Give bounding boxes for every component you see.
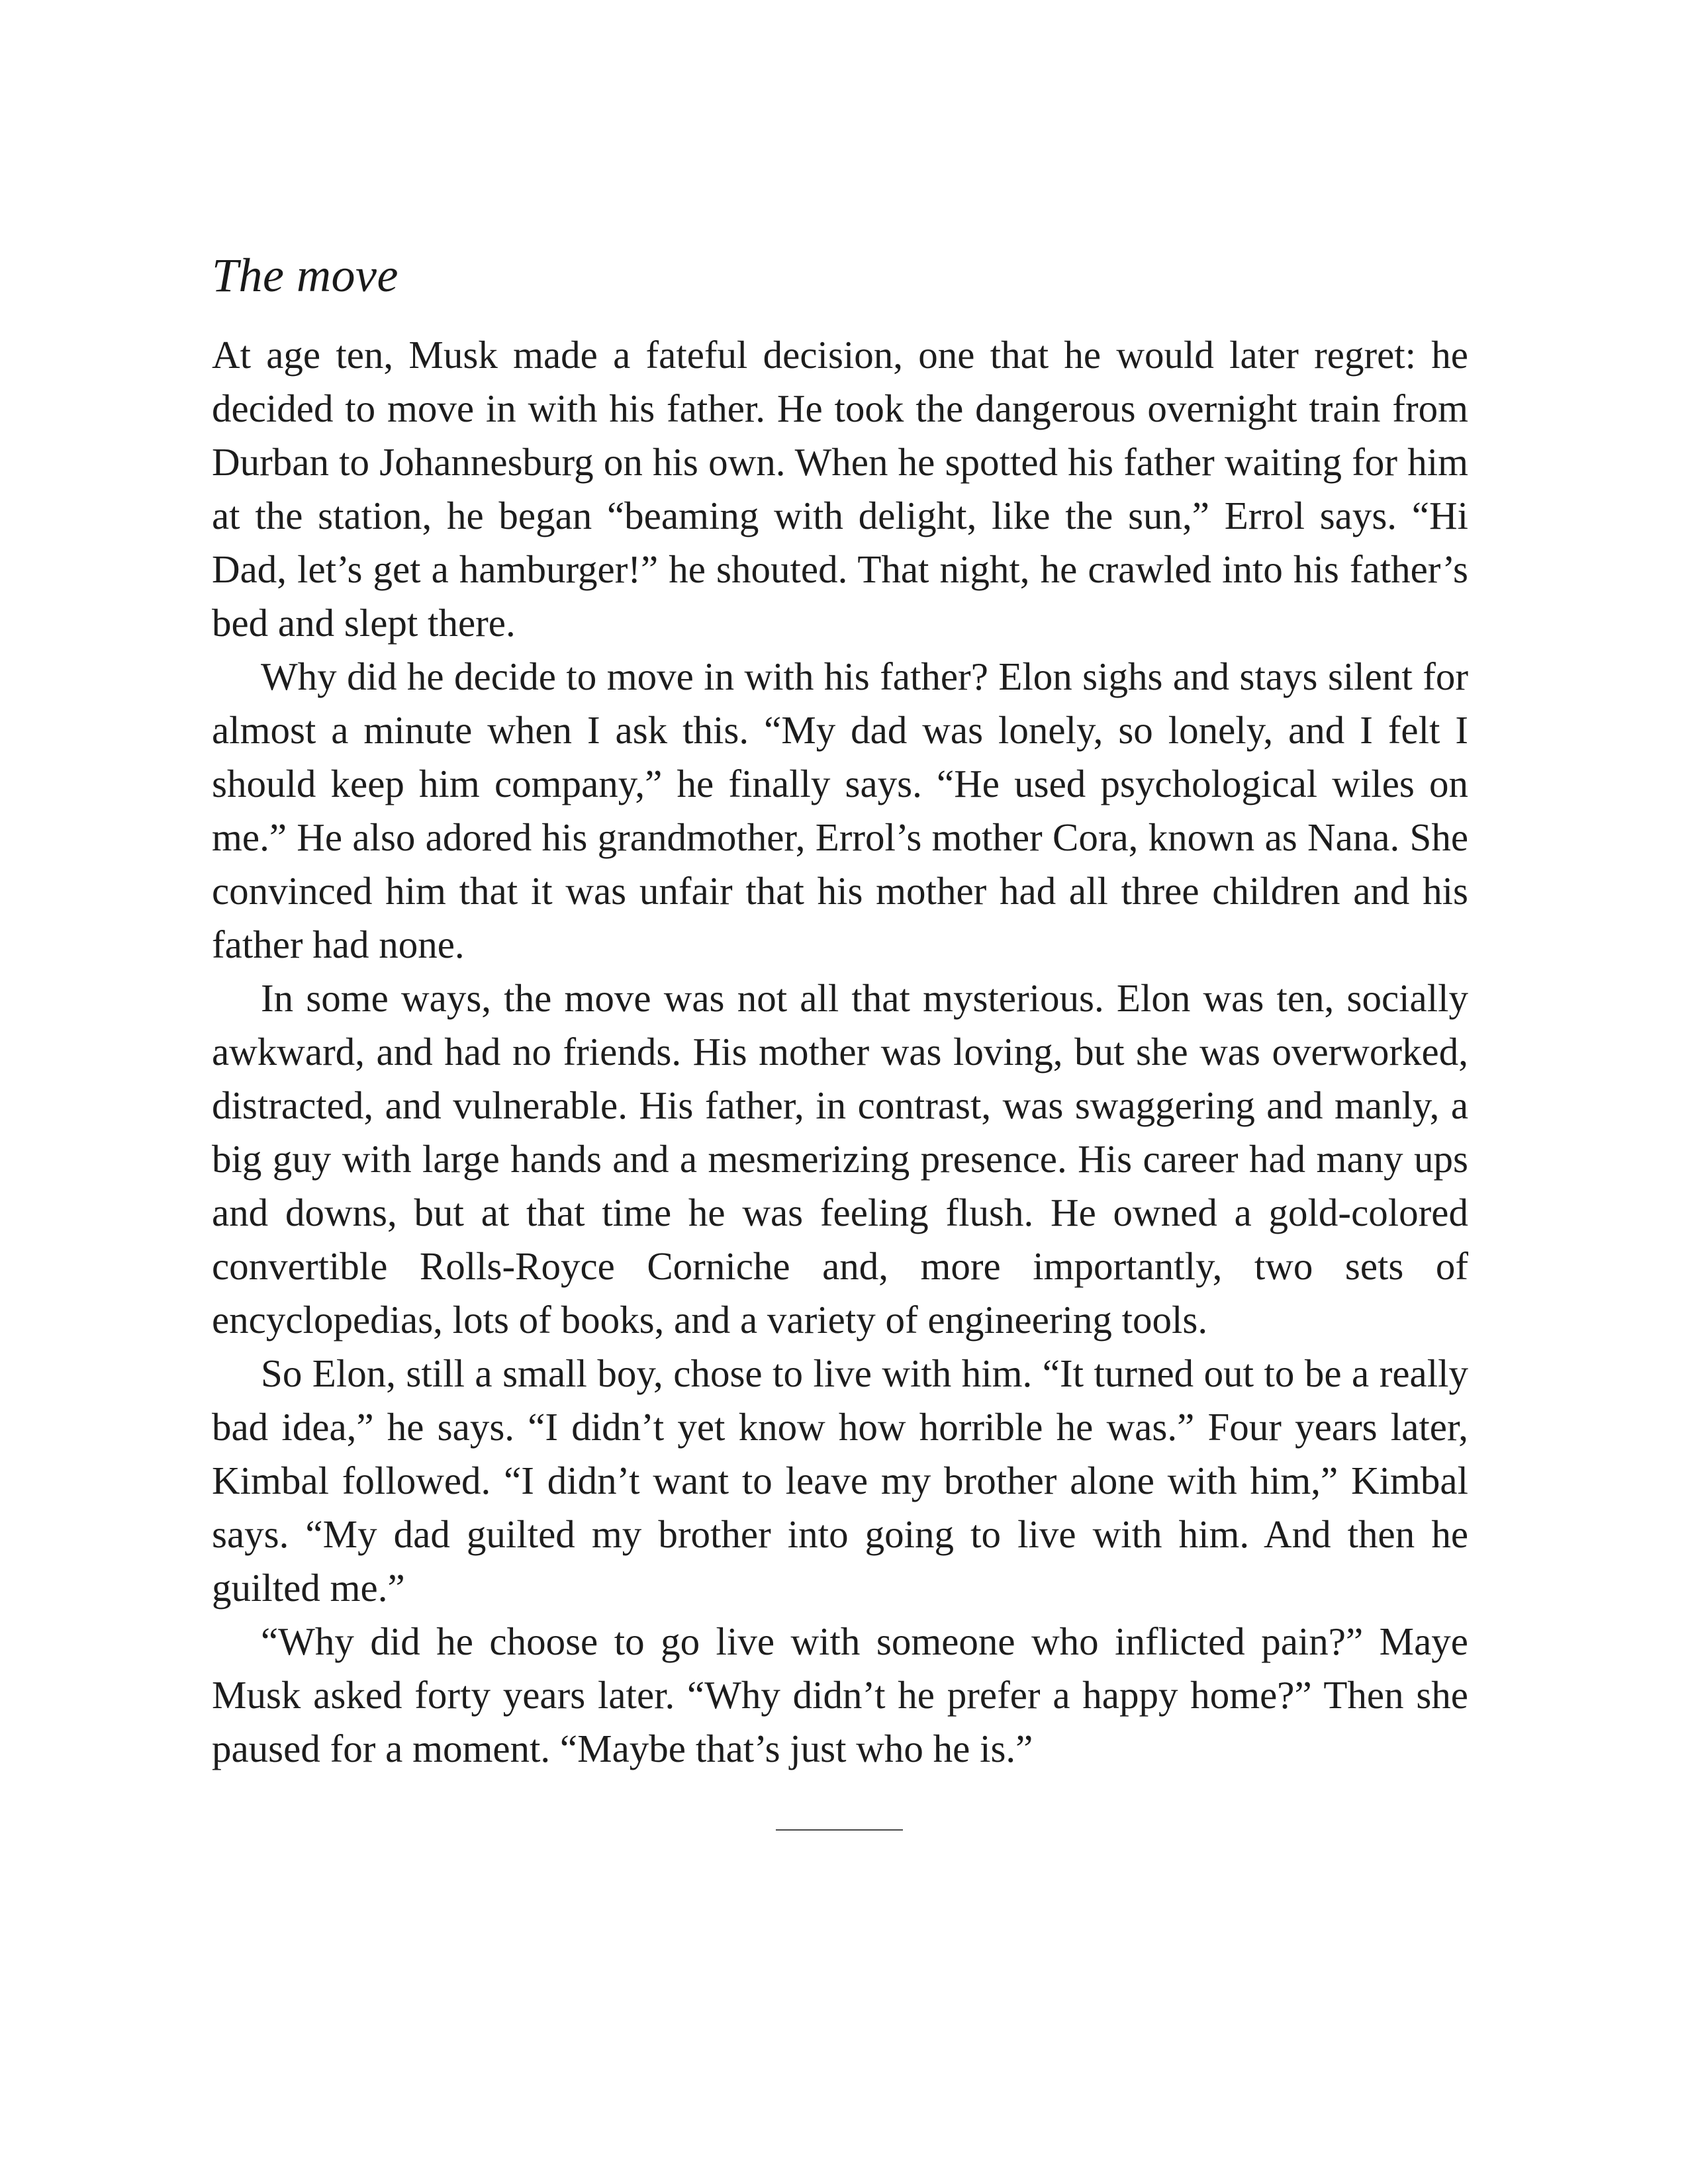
paragraph-1: At age ten, Musk made a fateful decision, one that he would later regret: he decided to move in with his father. He took the dangerous overnight train from Durban to Johannesburg on his own. When he spotted his father waiting for him at the station, he began “beaming with delight, like the sun,” Errol says. “Hi Dad, let’s get a hamburger!” he shouted. That night, he crawled into his father’s bed and slept there. [212,333,1468,645]
paragraph-5: “Why did he choose to go live with someone who inflicted pain?” Maye Musk asked forty years later. “Why didn’t he prefer a happy home?” Then she paused for a moment. “Maybe that’s just who he is.” [212,1619,1468,1770]
paragraph-4: So Elon, still a small boy, chose to live with him. “It turned out to be a really bad idea,” he says. “I didn’t yet know how horrible he was.” Four years later, Kimbal followed. “I didn’t want to leave my brother alone with him,” Kimbal says. “My dad guilted my brother into going to live with him. And then he guilted me.” [212,1351,1468,1610]
page-body [212,251,1468,1776]
section-divider [776,1829,903,1831]
paragraph-2: Why did he decide to move in with his father? Elon sighs and stays silent for almost a minute when I ask this. “My dad was lonely, so lonely, and I felt I should keep him company,” he finally says. “He used psychological wiles on me.” He also adored his grandmother, Errol’s mother Cora, known as Nana. She convinced him that it was unfair that his mother had all three children and his father had none. [212,655,1468,966]
paragraph-3: In some ways, the move was not all that mysterious. Elon was ten, socially awkward, and had no friends. His mother was loving, but she was overworked, distracted, and vulnerable. His father, in contrast, was swaggering and manly, a big guy with large hands and a mesmerizing presence. His career had many ups and downs, but at that time he was feeling flush. He owned a gold-colored convertible Rolls-Royce Corniche and, more importantly, two sets of encyclopedias, lots of books, and a variety of engineering tools. [212,976,1468,1342]
section-title: The move [212,249,399,302]
